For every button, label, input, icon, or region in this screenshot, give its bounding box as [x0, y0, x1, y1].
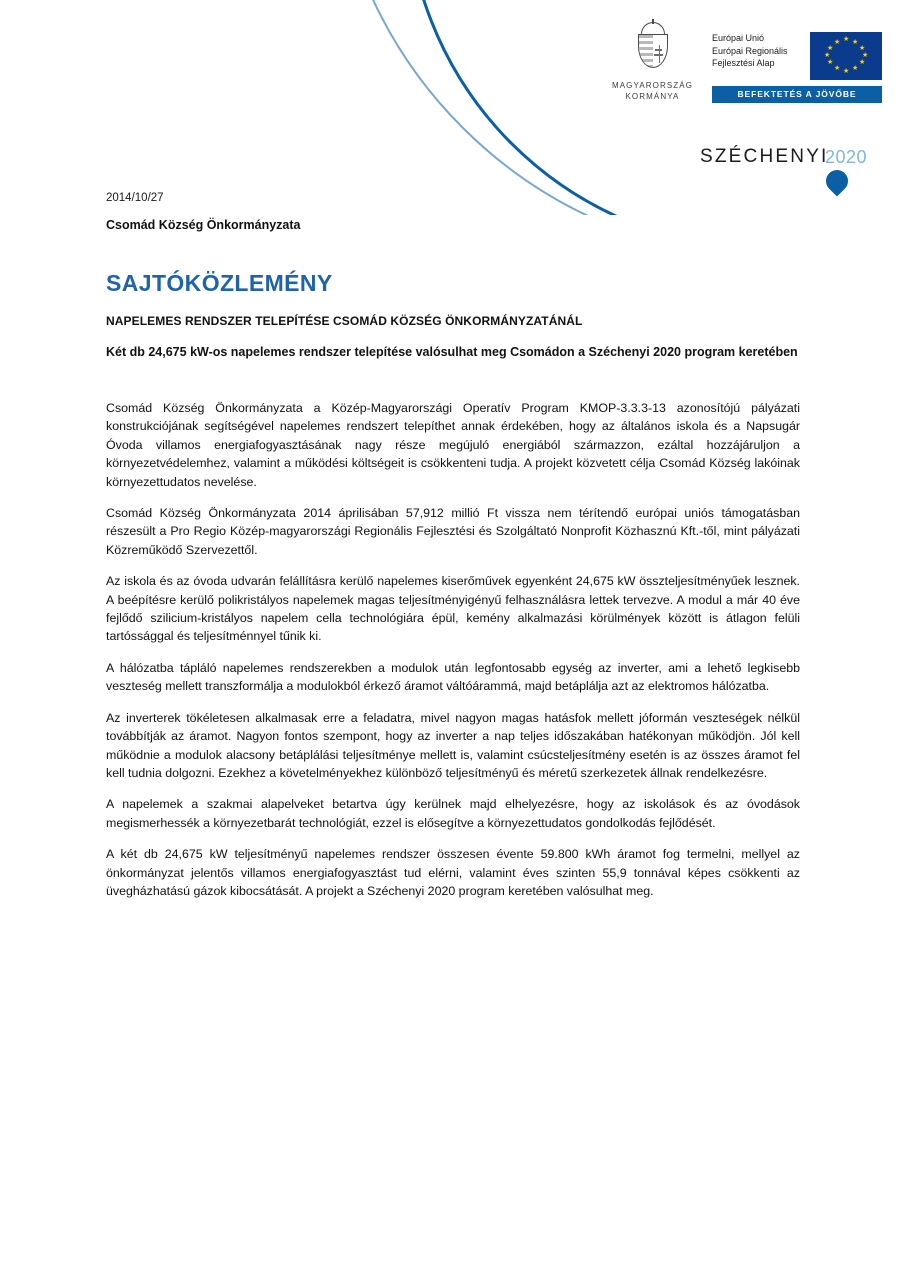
eu-investment-badge: BEFEKTETÉS A JÖVŐBE	[712, 86, 882, 103]
organization-name: Csomád Község Önkormányzata	[106, 218, 301, 232]
body-paragraph: A hálózatba tápláló napelemes rendszerekben a modulok után legfontosabb egység az inverter, ami a lehető legkisebb veszteség mellett transzformálja a modulokból érkező áramot váltóárammá, majd betáplálja azt az elektromos hálózatba.	[106, 660, 800, 694]
document-date: 2014/10/27	[106, 192, 164, 204]
gov-logo-line1: MAGYARORSZÁG	[611, 81, 694, 90]
document-body	[106, 192, 800, 913]
body-paragraph: Az inverterek tökéletesen alkalmasak erre a feladatra, mivel nagyon magas hatásfok mellett jóformán veszteségek nélkül továbbítják az áramot. Nagyon fontos szempont, hogy az inverter a nap teljes időszakában hatékonyan működjön. Jól kell működnie a modulok alacsony betáplálási teljesítménye mellett is, valamint csúcsteljesítmény esetén is az összes áramot fel kell tudnia dolgozni. Ezekhez a követelményekhez különböző teljesítményű és méretű szerkezetek állnak rendelkezésre.	[106, 710, 800, 780]
document-lead: Két db 24,675 kW-os napelemes rendszer telepítése valósulhat meg Csomádon a Széchenyi 2020 program keretében	[106, 345, 798, 359]
eu-logo-line3: Fejlesztési Alap	[712, 58, 775, 68]
government-logo	[600, 22, 705, 102]
eu-logo	[712, 30, 882, 99]
body-paragraph: Csomád Község Önkormányzata 2014 áprilisában 57,912 millió Ft vissza nem térítendő európai uniós támogatásban részesült a Pro Regio Közép-magyarországi Regionális Fejlesztési és Szolgáltató Nonprofit Közhasznú Kft.-től, mint pályázati Közreműködő Szervezettől.	[106, 506, 800, 557]
szechenyi-2020-logo	[700, 140, 885, 200]
eu-flag-icon: ★ ★ ★ ★ ★ ★ ★ ★ ★ ★ ★ ★	[810, 32, 882, 80]
eu-logo-line2: Európai Regionális	[712, 45, 788, 56]
body-paragraph: Csomád Község Önkormányzata a Közép-Magyarországi Operatív Program KMOP-3.3.3-13 azonosítójú pályázati konstrukciójának segítségével napelemes rendszert telepíthet annak érdekében, hogy az általános iskola és a Napsugár Óvoda villamos energiafogyasztásának nagy része megújuló energiából származzon, ezáltal hozzájáruljon a környezetvédelemhez, valamint a működési költségeit is csökkenteni tudja. A projekt közvetett célja Csomád Község lakóinak környezettudatos nevelése.	[106, 401, 800, 489]
szechenyi-year: 2020	[825, 147, 868, 167]
document-header	[0, 0, 905, 215]
hungary-coat-of-arms-icon	[632, 22, 674, 76]
location-pin-icon	[821, 165, 852, 196]
body-paragraph: Az iskola és az óvoda udvarán felállításra kerülő napelemes kiserőművek egyenként 24,675 kW összteljesítményűek lesznek. A beépítésre kerülő polikristályos napelemek magas teljesítményigényű felhasználásra lettek tervezve. A modul a már 40 éve fejlődő szilicium-kristályos napelem cella technológiára épül, kemény alkalmazási körülmények között is átlagon felüli tartóssággal és teljesítménnyel tűnik ki.	[106, 574, 800, 644]
document-subtitle: NAPELEMES RENDSZER TELEPÍTÉSE CSOMÁD KÖZSÉG ÖNKORMÁNYZATÁNÁL	[106, 314, 583, 328]
body-paragraph: A napelemek a szakmai alapelveket betartva úgy kerülnek majd elhelyezésre, hogy az iskolások és az óvodások megismerhessék a környezetbarát technológiát, ezzel is elősegítve a környezettudatos gondolkodás fejlődését.	[106, 797, 800, 830]
eu-logo-line1: Európai Unió	[712, 33, 765, 43]
body-paragraph: A két db 24,675 kW teljesítményű napelemes rendszer összesen évente 59.800 kWh áramot fog termelni, mellyel az önkormányzat jelentős villamos energiafogyasztást tud elérni, valamint éves szinten 55,9 tonnával képes csökkenti az üvegházhatású gázok kibocsátását. A projekt a Széchenyi 2020 program keretében valósulhat meg.	[106, 847, 800, 898]
szechenyi-word: SZÉCHENYI	[700, 146, 829, 167]
page-title: SAJTÓKÖZLEMÉNY	[106, 270, 333, 296]
gov-logo-line2: KORMÁNYA	[625, 92, 680, 101]
